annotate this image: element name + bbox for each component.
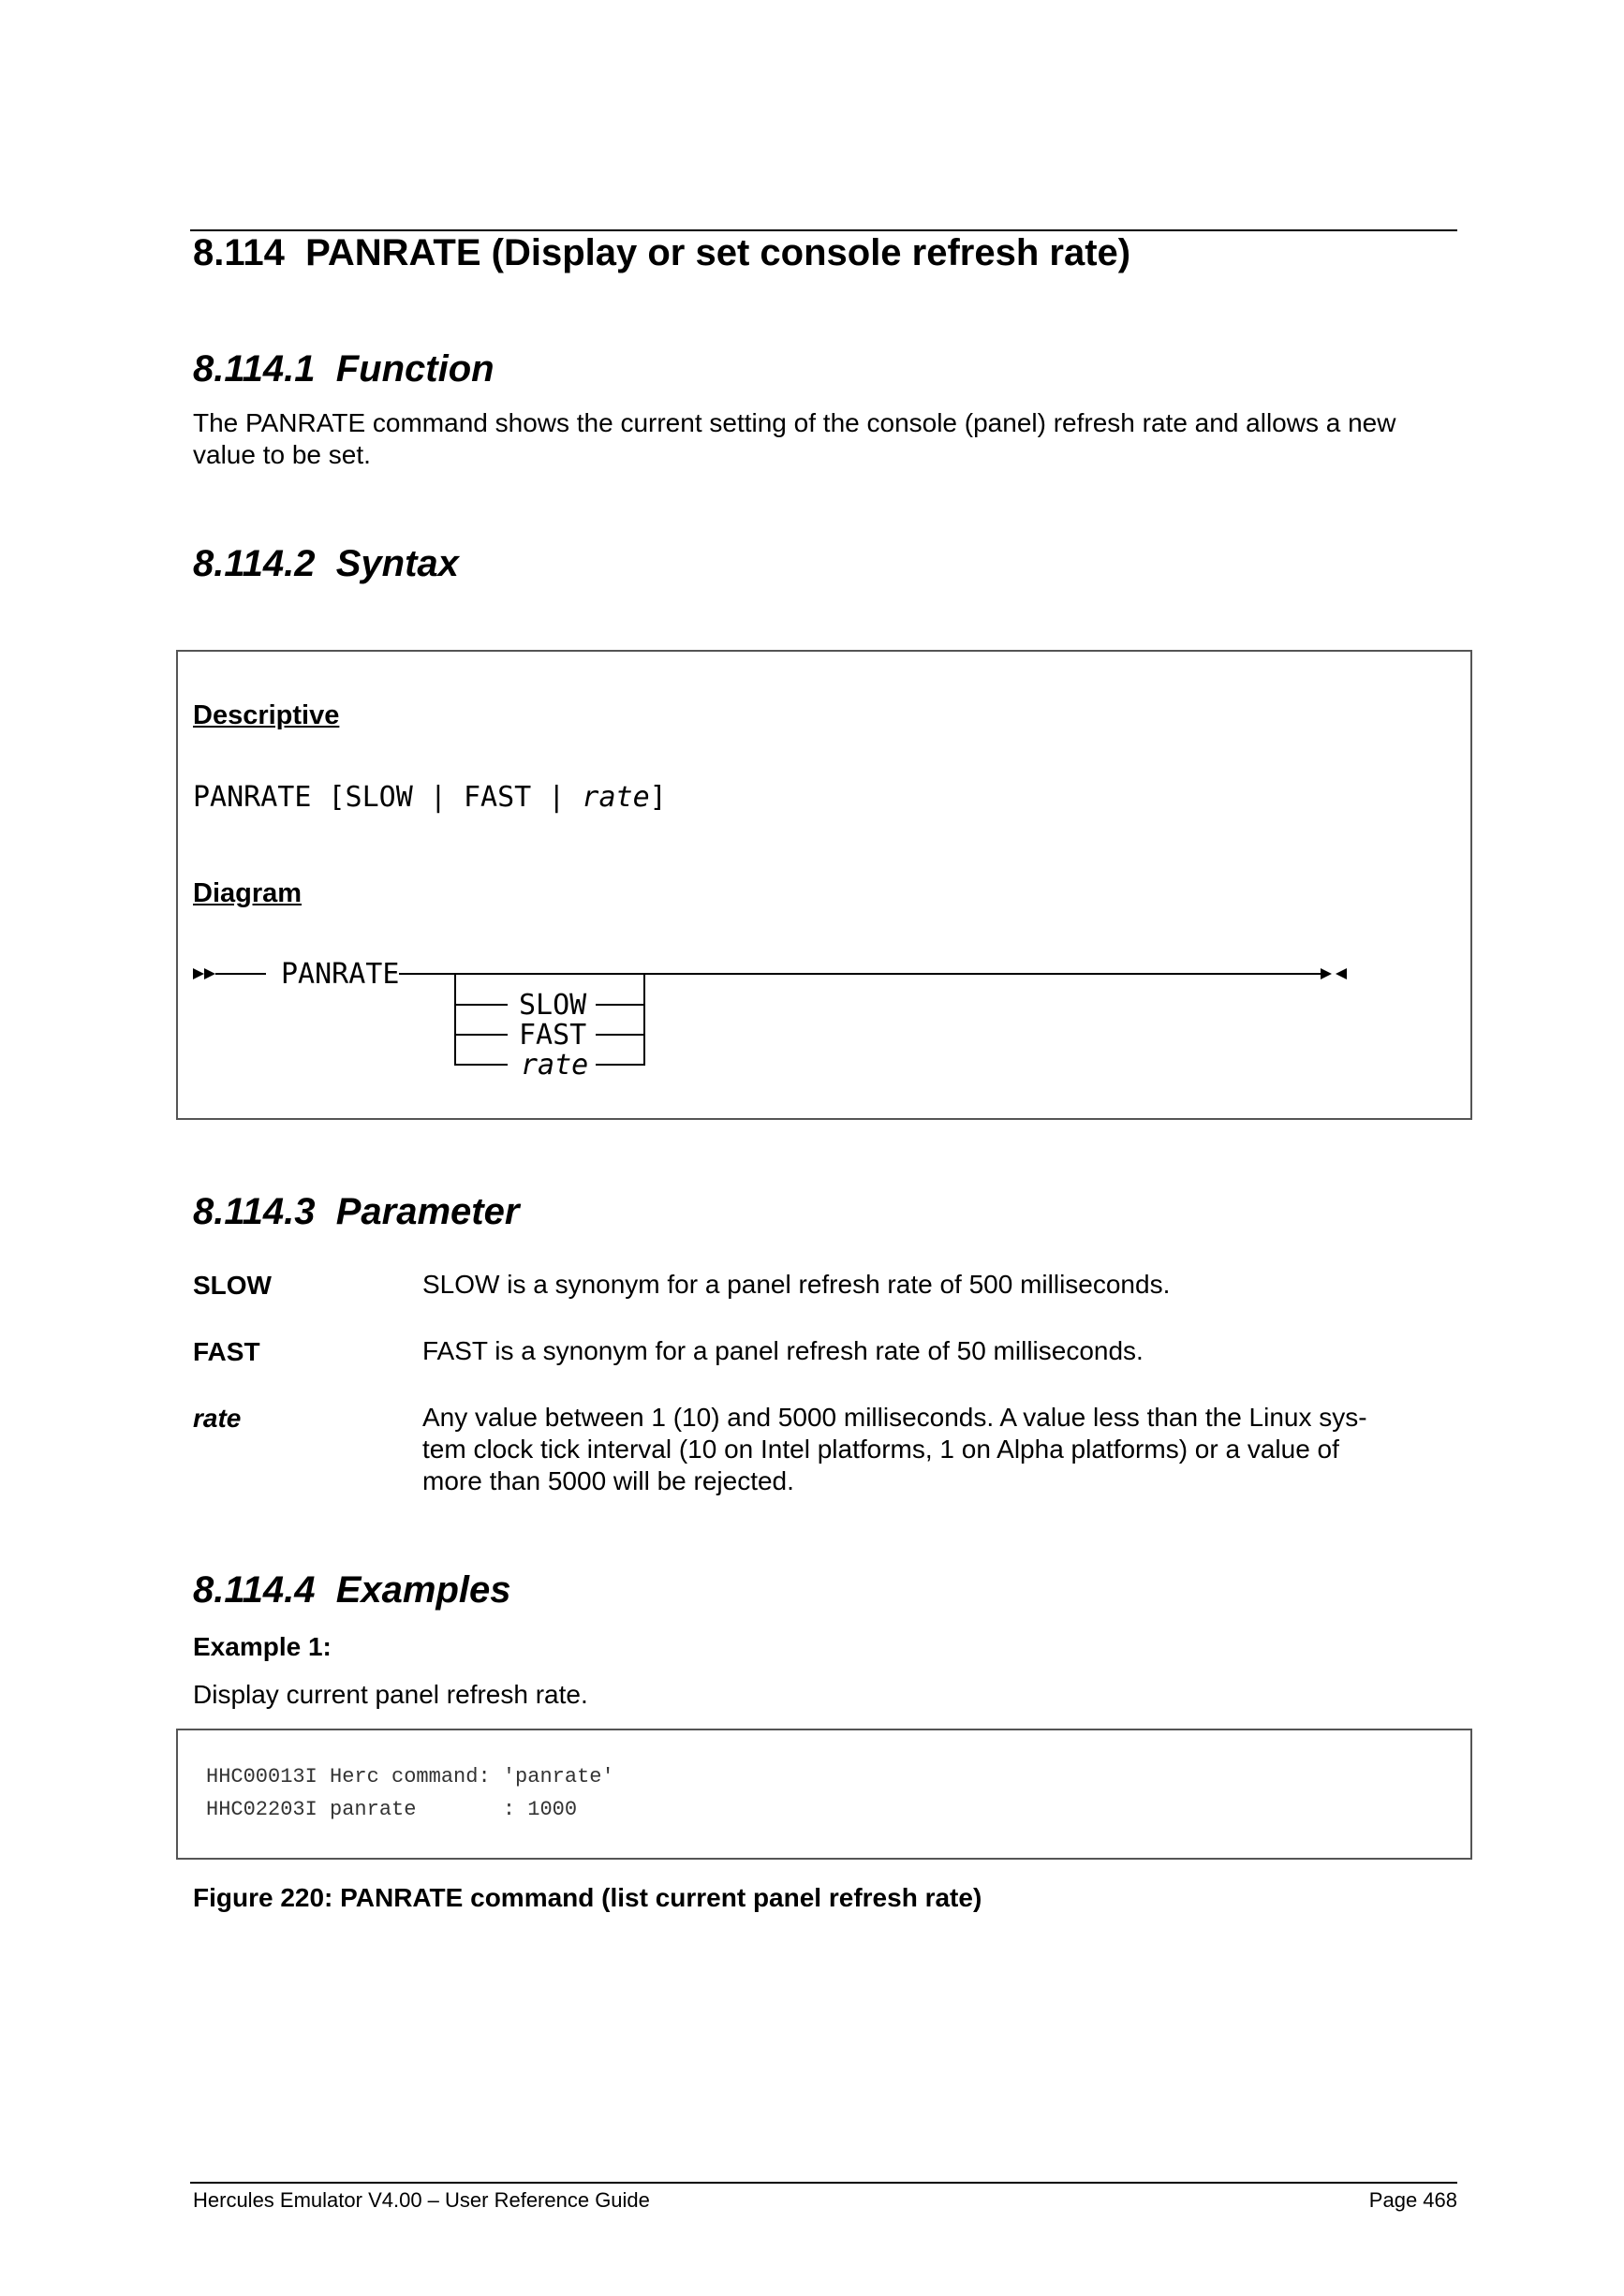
param-term-slow: SLOW: [193, 1271, 272, 1300]
example1-code-box: [176, 1729, 1472, 1860]
start-arrow-icon: [193, 968, 204, 979]
syntax-heading-number: 8.114.2: [193, 543, 316, 584]
end-arrow-icon: [1321, 968, 1332, 979]
function-heading-text: Function: [335, 348, 495, 390]
example1-text: Display current panel refresh rate.: [193, 1680, 588, 1709]
code-line-1: HHC00013I Herc command: 'panrate': [206, 1765, 614, 1788]
param-term-fast: FAST: [193, 1337, 260, 1366]
section-title-text: PANRATE (Display or set console refresh rate): [305, 232, 1131, 273]
syntax-diagram: [187, 946, 1367, 1105]
examples-heading: [193, 1569, 511, 1612]
examples-heading-text: Examples: [335, 1569, 511, 1611]
option-slow: SLOW: [519, 989, 587, 1022]
function-heading-number: 8.114.1: [193, 348, 316, 390]
param-desc-rate-line3: more than 5000 will be rejected.: [422, 1466, 794, 1495]
figure-caption: Figure 220: PANRATE command (list current panel refresh rate): [193, 1883, 982, 1912]
footer-left: Hercules Emulator V4.00 – User Reference Guide: [193, 2188, 650, 2212]
descriptive-var: rate: [582, 781, 650, 814]
descriptive-suffix: ]: [649, 781, 667, 814]
descriptive-label: Descriptive: [193, 700, 340, 730]
param-desc-rate-line1: Any value between 1 (10) and 5000 milliseconds. A value less than the Linux sys-: [422, 1403, 1367, 1432]
end-arrow-icon-2: [1336, 968, 1347, 979]
parameter-heading-text: Parameter: [335, 1191, 520, 1232]
syntax-heading-text: Syntax: [335, 543, 459, 584]
param-desc-rate-line2: tem clock tick interval (10 on Intel platforms, 1 on Alpha platforms) or a value of: [422, 1435, 1339, 1464]
option-fast: FAST: [519, 1019, 587, 1052]
top-rule: [190, 229, 1457, 231]
parameter-heading-number: 8.114.3: [193, 1191, 316, 1232]
function-text-line1: The PANRATE command shows the current setting of the console (panel) refresh rate and allows a new: [193, 408, 1396, 437]
footer-right: Page 468: [1368, 2188, 1457, 2212]
diagram-command: PANRATE: [281, 958, 400, 991]
start-arrow-icon-2: [204, 968, 215, 979]
section-title: [193, 232, 1130, 274]
descriptive-prefix: PANRATE [SLOW | FAST |: [193, 781, 583, 814]
footer-rule: [190, 2182, 1457, 2184]
code-line-2: HHC02203I panrate : 1000: [206, 1798, 578, 1821]
diagram-label: Diagram: [193, 878, 303, 908]
descriptive-syntax: [193, 781, 667, 814]
param-desc-fast: FAST is a synonym for a panel refresh rate of 50 milliseconds.: [422, 1336, 1144, 1365]
param-term-rate: rate: [193, 1404, 242, 1433]
param-desc-slow: SLOW is a synonym for a panel refresh rate of 500 milliseconds.: [422, 1270, 1171, 1299]
syntax-heading: [193, 543, 459, 585]
function-text-line2: value to be set.: [193, 440, 371, 469]
examples-heading-number: 8.114.4: [193, 1569, 316, 1611]
example1-label: Example 1:: [193, 1632, 332, 1661]
option-rate: rate: [521, 1049, 589, 1082]
function-heading: [193, 348, 495, 390]
section-number: 8.114: [193, 232, 285, 273]
parameter-heading: [193, 1191, 519, 1233]
